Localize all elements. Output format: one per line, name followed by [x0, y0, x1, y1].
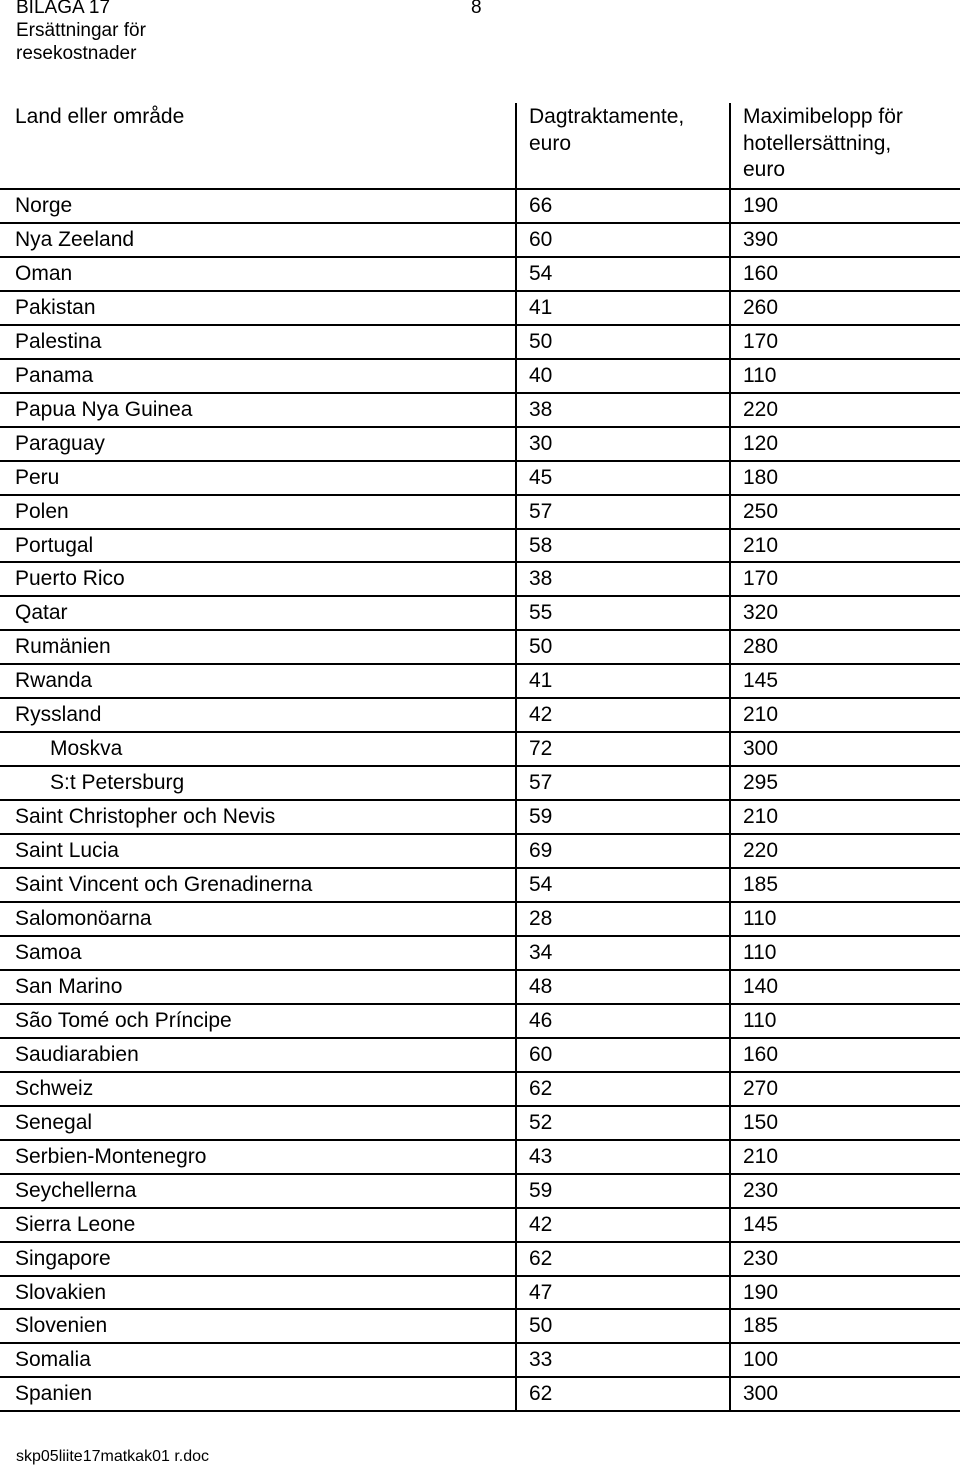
- table-row: [0, 326, 960, 360]
- cell-land: San Marino: [15, 974, 123, 998]
- cell-dagtraktamente: 62: [529, 1076, 553, 1100]
- cell-maximibelopp: 145: [743, 1212, 779, 1236]
- cell-land: Sierra Leone: [15, 1212, 136, 1236]
- table-row: [0, 767, 960, 801]
- table-row: [0, 631, 960, 665]
- cell-maximibelopp: 280: [743, 635, 779, 659]
- cell-land: Spanien: [15, 1382, 93, 1406]
- cell-maximibelopp: 250: [743, 499, 779, 523]
- footer-filename: skp05liite17matkak01 r.doc: [16, 1448, 209, 1465]
- column-header-land: Land eller område: [15, 105, 185, 128]
- cell-maximibelopp: 210: [743, 1144, 779, 1168]
- cell-land: Serbien-Montenegro: [15, 1144, 207, 1168]
- table-row: [0, 1107, 960, 1141]
- cell-dagtraktamente: 59: [529, 805, 553, 829]
- cell-dagtraktamente: 69: [529, 839, 553, 863]
- cell-land: Slovenien: [15, 1314, 108, 1338]
- column-header-dagtraktamente: Dagtraktamente, euro: [529, 105, 685, 155]
- appendix-subtitle-line2: resekostnader: [16, 43, 137, 64]
- cell-maximibelopp: 300: [743, 737, 779, 761]
- cell-dagtraktamente: 55: [529, 601, 553, 625]
- cell-dagtraktamente: 60: [529, 227, 553, 251]
- table-row: [0, 1310, 960, 1344]
- cell-dagtraktamente: 57: [529, 771, 553, 795]
- cell-dagtraktamente: 60: [529, 1042, 553, 1066]
- cell-land: Samoa: [15, 940, 82, 964]
- cell-dagtraktamente: 50: [529, 329, 553, 353]
- cell-maximibelopp: 300: [743, 1382, 779, 1406]
- cell-land: Panama: [15, 363, 94, 387]
- table-row: [0, 1344, 960, 1378]
- cell-dagtraktamente: 46: [529, 1008, 553, 1032]
- table-row: [0, 496, 960, 530]
- column-header-maximibelopp: Maximibelopp för hotellersättning, euro: [743, 105, 903, 181]
- table-row: [0, 1141, 960, 1175]
- cell-land: Paraguay: [15, 431, 105, 455]
- table-row: [0, 869, 960, 903]
- cell-dagtraktamente: 57: [529, 499, 553, 523]
- cell-maximibelopp: 110: [743, 907, 777, 931]
- cell-land: Somalia: [15, 1348, 91, 1372]
- cell-land: Nya Zeeland: [15, 227, 135, 251]
- table-row: [0, 190, 960, 224]
- cell-dagtraktamente: 33: [529, 1348, 553, 1372]
- cell-maximibelopp: 185: [743, 873, 779, 897]
- cell-land: Polen: [15, 499, 69, 523]
- cell-land: Singapore: [15, 1246, 111, 1270]
- cell-dagtraktamente: 38: [529, 397, 553, 421]
- cell-dagtraktamente: 52: [529, 1110, 553, 1134]
- cell-dagtraktamente: 62: [529, 1246, 553, 1270]
- table-row: [0, 733, 960, 767]
- table-row: [0, 903, 960, 937]
- table-row: [0, 1243, 960, 1277]
- cell-land: Papua Nya Guinea: [15, 397, 193, 421]
- cell-dagtraktamente: 58: [529, 533, 553, 557]
- cell-dagtraktamente: 40: [529, 363, 553, 387]
- appendix-title: BILAGA 17: [16, 0, 111, 18]
- cell-maximibelopp: 320: [743, 601, 779, 625]
- cell-dagtraktamente: 41: [529, 669, 553, 693]
- cell-dagtraktamente: 47: [529, 1280, 553, 1304]
- table-row: [0, 801, 960, 835]
- cell-dagtraktamente: 48: [529, 974, 553, 998]
- cell-dagtraktamente: 28: [529, 907, 553, 931]
- table-row: [0, 258, 960, 292]
- cell-dagtraktamente: 54: [529, 873, 553, 897]
- cell-dagtraktamente: 50: [529, 635, 553, 659]
- cell-dagtraktamente: 30: [529, 431, 553, 455]
- cell-land: Senegal: [15, 1110, 93, 1134]
- cell-land: Peru: [15, 465, 60, 489]
- cell-land: Saint Lucia: [15, 839, 119, 863]
- cell-maximibelopp: 110: [743, 1008, 777, 1032]
- cell-maximibelopp: 230: [743, 1178, 779, 1202]
- cell-maximibelopp: 180: [743, 465, 779, 489]
- table-row: [0, 224, 960, 258]
- table-row: [0, 1209, 960, 1243]
- cell-dagtraktamente: 34: [529, 940, 553, 964]
- table-row: [0, 1175, 960, 1209]
- table-row: [0, 563, 960, 597]
- appendix-subtitle-line1: Ersättningar för: [16, 20, 146, 41]
- cell-land: Rumänien: [15, 635, 111, 659]
- cell-dagtraktamente: 66: [529, 194, 553, 217]
- table-row: [0, 597, 960, 631]
- table-row: [0, 462, 960, 496]
- table-body: [0, 190, 960, 1412]
- cell-dagtraktamente: 62: [529, 1382, 553, 1406]
- cell-maximibelopp: 150: [743, 1110, 779, 1134]
- cell-dagtraktamente: 50: [529, 1314, 553, 1338]
- table-row: [0, 1378, 960, 1412]
- cell-land: Slovakien: [15, 1280, 107, 1304]
- cell-land: Saint Vincent och Grenadinerna: [15, 873, 313, 897]
- cell-maximibelopp: 145: [743, 669, 779, 693]
- document-header: [16, 0, 146, 65]
- cell-land: Palestina: [15, 329, 102, 353]
- cell-land: Puerto Rico: [15, 567, 125, 591]
- table-row: [0, 835, 960, 869]
- cell-dagtraktamente: 45: [529, 465, 553, 489]
- table-row: [0, 665, 960, 699]
- cell-maximibelopp: 220: [743, 397, 779, 421]
- cell-dagtraktamente: 38: [529, 567, 553, 591]
- cell-maximibelopp: 270: [743, 1076, 779, 1100]
- cell-dagtraktamente: 43: [529, 1144, 553, 1168]
- cell-land: Norge: [15, 194, 73, 217]
- cell-maximibelopp: 190: [743, 194, 779, 217]
- cell-maximibelopp: 120: [743, 431, 779, 455]
- cell-land: Portugal: [15, 533, 94, 557]
- cell-land: Salomonöarna: [15, 907, 152, 931]
- cell-dagtraktamente: 42: [529, 1212, 553, 1236]
- cell-maximibelopp: 210: [743, 703, 779, 727]
- cell-land: Pakistan: [15, 295, 96, 319]
- cell-maximibelopp: 260: [743, 295, 779, 319]
- cell-maximibelopp: 100: [743, 1348, 779, 1372]
- table-row: [0, 1005, 960, 1039]
- table-row: [0, 699, 960, 733]
- table-row: [0, 292, 960, 326]
- table-row: [0, 530, 960, 564]
- table-row: [0, 360, 960, 394]
- cell-land: Schweiz: [15, 1076, 94, 1100]
- cell-maximibelopp: 140: [743, 974, 779, 998]
- cell-land: Saint Christopher och Nevis: [15, 805, 276, 829]
- cell-dagtraktamente: 42: [529, 703, 553, 727]
- cell-maximibelopp: 160: [743, 261, 779, 285]
- cell-maximibelopp: 295: [743, 771, 779, 795]
- table-row: [0, 394, 960, 428]
- cell-maximibelopp: 160: [743, 1042, 779, 1066]
- cell-land: Ryssland: [15, 703, 102, 727]
- cell-dagtraktamente: 54: [529, 261, 553, 285]
- cell-maximibelopp: 170: [743, 329, 779, 353]
- cell-maximibelopp: 190: [743, 1280, 779, 1304]
- table-row: [0, 937, 960, 971]
- table-row: [0, 428, 960, 462]
- cell-land: São Tomé och Príncipe: [15, 1008, 232, 1032]
- cell-land: Rwanda: [15, 669, 93, 693]
- cell-land: Oman: [15, 261, 73, 285]
- cell-maximibelopp: 210: [743, 805, 779, 829]
- page-number: 8: [471, 0, 482, 18]
- cell-maximibelopp: 210: [743, 533, 779, 557]
- cell-maximibelopp: 390: [743, 227, 779, 251]
- table-row: [0, 1039, 960, 1073]
- cell-maximibelopp: 110: [743, 363, 777, 387]
- cell-maximibelopp: 185: [743, 1314, 779, 1338]
- cell-land: Moskva: [50, 737, 123, 761]
- table-row: [0, 1277, 960, 1311]
- cell-dagtraktamente: 41: [529, 295, 553, 319]
- cell-maximibelopp: 110: [743, 940, 777, 964]
- cell-land: Qatar: [15, 601, 68, 625]
- cell-land: S:t Petersburg: [50, 771, 185, 795]
- cell-maximibelopp: 220: [743, 839, 779, 863]
- cell-land: Seychellerna: [15, 1178, 137, 1202]
- cell-dagtraktamente: 72: [529, 737, 553, 761]
- table-row: [0, 971, 960, 1005]
- cell-maximibelopp: 230: [743, 1246, 779, 1270]
- cell-dagtraktamente: 59: [529, 1178, 553, 1202]
- cell-land: Saudiarabien: [15, 1042, 139, 1066]
- cell-maximibelopp: 170: [743, 567, 779, 591]
- table-row: [0, 1073, 960, 1107]
